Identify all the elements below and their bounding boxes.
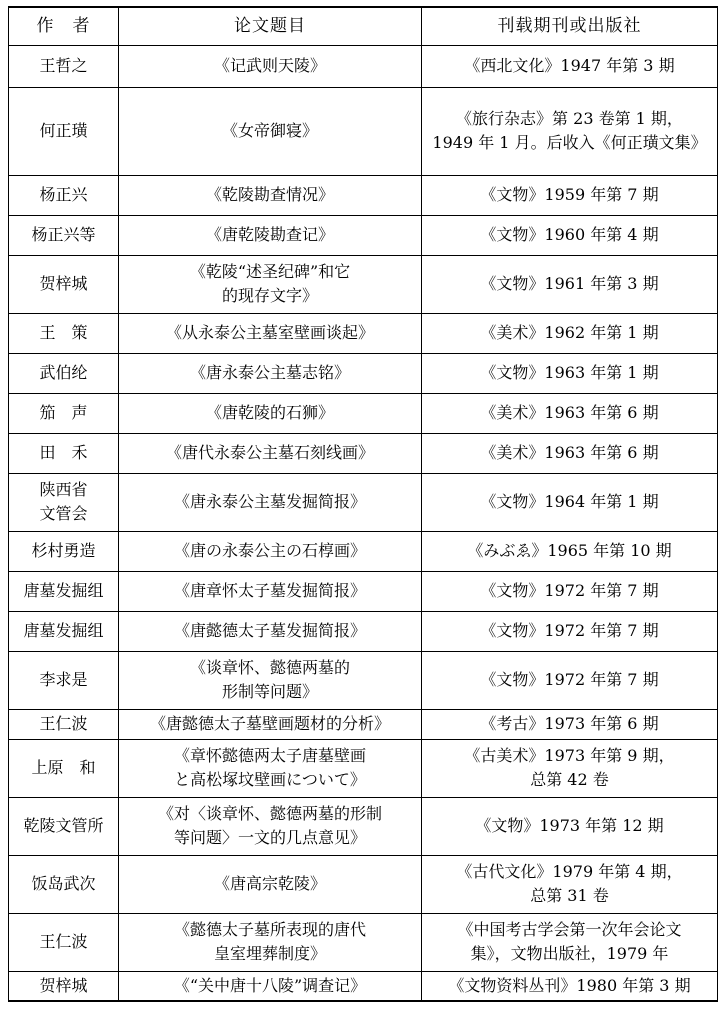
table-row [9, 87, 718, 175]
author-cell: 乾陵文管所 [9, 797, 119, 855]
publication-cell: 《みぶゑ》1965 年第 10 期 [422, 531, 718, 571]
title-cell: 《记武则天陵》 [119, 45, 422, 87]
author-cell: 陕西省 文管会 [9, 473, 119, 531]
table-row [9, 313, 718, 353]
table-row [9, 651, 718, 709]
title-cell: 《唐の永泰公主の石椁画》 [119, 531, 422, 571]
author-cell: 李求是 [9, 651, 119, 709]
table-row [9, 393, 718, 433]
table-row [9, 255, 718, 313]
title-cell: 《乾陵“述圣纪碑”和它 的现存文字》 [119, 255, 422, 313]
title-cell: 《唐乾陵的石狮》 [119, 393, 422, 433]
table-row [9, 531, 718, 571]
publication-cell: 《美术》1963 年第 6 期 [422, 433, 718, 473]
title-cell: 《唐懿德太子墓发掘简报》 [119, 611, 422, 651]
table-row [9, 971, 718, 1001]
author-cell: 杨正兴 [9, 175, 119, 215]
title-cell: 《唐永泰公主墓志铭》 [119, 353, 422, 393]
author-cell: 王仁波 [9, 709, 119, 739]
title-cell: 《“关中唐十八陵”调查记》 [119, 971, 422, 1001]
publication-cell: 《文物》1972 年第 7 期 [422, 651, 718, 709]
publication-cell: 《文物》1959 年第 7 期 [422, 175, 718, 215]
publication-cell: 《文物》1960 年第 4 期 [422, 215, 718, 255]
table-row [9, 353, 718, 393]
author-cell: 唐墓发掘组 [9, 571, 119, 611]
author-cell: 杨正兴等 [9, 215, 119, 255]
table-row [9, 215, 718, 255]
publication-cell: 《美术》1962 年第 1 期 [422, 313, 718, 353]
publication-cell: 《古代文化》1979 年第 4 期， 总第 31 卷 [422, 855, 718, 913]
table-row [9, 433, 718, 473]
header-author: 作 者 [9, 7, 119, 45]
table-row [9, 611, 718, 651]
table-row [9, 739, 718, 797]
author-cell: 何正璜 [9, 87, 119, 175]
table-row [9, 709, 718, 739]
title-cell: 《对〈谈章怀、懿德两墓的形制 等问题〉一文的几点意见》 [119, 797, 422, 855]
table-row [9, 797, 718, 855]
title-cell: 《唐代永泰公主墓石刻线画》 [119, 433, 422, 473]
publication-cell: 《中国考古学会第一次年会论文 集》，文物出版社，1979 年 [422, 913, 718, 971]
publication-cell: 《文物》1972 年第 7 期 [422, 571, 718, 611]
title-cell: 《女帝御寝》 [119, 87, 422, 175]
author-cell: 王哲之 [9, 45, 119, 87]
title-cell: 《章怀懿德两太子唐墓壁画 と高松塚坟壁画について》 [119, 739, 422, 797]
title-cell: 《唐章怀太子墓发掘简报》 [119, 571, 422, 611]
title-cell: 《唐永泰公主墓发掘简报》 [119, 473, 422, 531]
publication-cell: 《古美术》1973 年第 9 期， 总第 42 卷 [422, 739, 718, 797]
title-cell: 《唐懿德太子墓壁画题材的分析》 [119, 709, 422, 739]
document-page [8, 6, 717, 1002]
title-cell: 《唐乾陵勘查记》 [119, 215, 422, 255]
author-cell: 饭岛武次 [9, 855, 119, 913]
author-cell: 田 禾 [9, 433, 119, 473]
table-row [9, 571, 718, 611]
table-row [9, 855, 718, 913]
table-header-row [9, 7, 718, 45]
header-publication: 刊载期刊或出版社 [422, 7, 718, 45]
author-cell: 杉村勇造 [9, 531, 119, 571]
publication-cell: 《文物》1972 年第 7 期 [422, 611, 718, 651]
table-row [9, 473, 718, 531]
table-row [9, 45, 718, 87]
table-row [9, 913, 718, 971]
author-cell: 贺梓城 [9, 255, 119, 313]
author-cell: 王 策 [9, 313, 119, 353]
publication-cell: 《文物资料丛刊》1980 年第 3 期 [422, 971, 718, 1001]
author-cell: 武伯纶 [9, 353, 119, 393]
header-title: 论文题目 [119, 7, 422, 45]
publication-cell: 《美术》1963 年第 6 期 [422, 393, 718, 433]
author-cell: 上原 和 [9, 739, 119, 797]
publication-cell: 《文物》1961 年第 3 期 [422, 255, 718, 313]
publication-cell: 《西北文化》1947 年第 3 期 [422, 45, 718, 87]
publication-cell: 《文物》1963 年第 1 期 [422, 353, 718, 393]
bibliography-table [8, 6, 718, 1002]
publication-cell: 《旅行杂志》第 23 卷第 1 期， 1949 年 1 月。后收入《何正璜文集》 [422, 87, 718, 175]
author-cell: 王仁波 [9, 913, 119, 971]
publication-cell: 《文物》1964 年第 1 期 [422, 473, 718, 531]
title-cell: 《乾陵勘查情况》 [119, 175, 422, 215]
author-cell: 贺梓城 [9, 971, 119, 1001]
title-cell: 《懿德太子墓所表现的唐代 皇室埋葬制度》 [119, 913, 422, 971]
title-cell: 《从永泰公主墓室壁画谈起》 [119, 313, 422, 353]
author-cell: 笳 声 [9, 393, 119, 433]
title-cell: 《谈章怀、懿德两墓的 形制等问题》 [119, 651, 422, 709]
title-cell: 《唐高宗乾陵》 [119, 855, 422, 913]
author-cell: 唐墓发掘组 [9, 611, 119, 651]
publication-cell: 《考古》1973 年第 6 期 [422, 709, 718, 739]
table-row [9, 175, 718, 215]
publication-cell: 《文物》1973 年第 12 期 [422, 797, 718, 855]
